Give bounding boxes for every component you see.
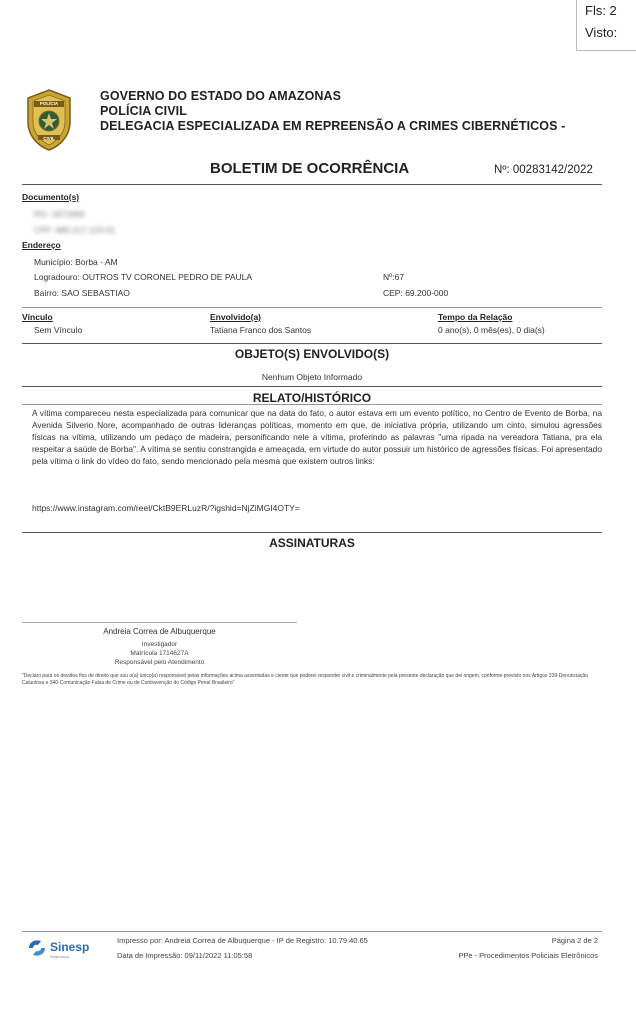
tempo-relacao-label: Tempo da Relação (438, 312, 513, 322)
document-title: BOLETIM DE OCORRÊNCIA (210, 160, 410, 177)
envolvido-value: Tatiana Franco dos Santos (210, 325, 312, 335)
sinesp-logo-icon (26, 938, 48, 958)
signer-name: Andreia Correa de Albuquerque (103, 627, 216, 636)
documento-rg: RG: 1871969 (34, 209, 85, 219)
tempo-relacao-value: 0 ano(s), 0 mês(es), 0 dia(s) (438, 325, 545, 335)
header-governo: GOVERNO DO ESTADO DO AMAZONAS (100, 89, 342, 103)
objetos-title: OBJETO(S) ENVOLVIDO(S) (234, 347, 390, 361)
documento-cpf: CPF: 885.217.123-01 (34, 225, 116, 235)
footer-sistema: PPe - Procedimentos Policiais Eletrônicos (458, 951, 598, 960)
title-divider (22, 184, 602, 185)
vinculo-label: Vínculo (22, 312, 53, 322)
signer-matricula: Matrícula 1714627A (130, 650, 189, 657)
sinesp-logo-text: Sinesp (50, 940, 90, 954)
assinaturas-divider (22, 532, 602, 533)
vinculo-value: Sem Vínculo (34, 325, 83, 335)
header-policia: POLÍCIA CIVIL (100, 104, 187, 118)
endereco-numero: Nº:67 (383, 272, 405, 282)
signer-responsavel: Responsável pelo Atendimento (114, 659, 205, 666)
documentos-label: Documento(s) (22, 192, 80, 202)
endereco-bairro: Bairro: SAO SEBASTIAO (34, 288, 130, 298)
visto-label: Visto: (585, 25, 618, 40)
endereco-municipio: Município: Borba - AM (34, 257, 118, 267)
assinaturas-title: ASSINATURAS (269, 536, 355, 550)
footer-pagina: Página 2 de 2 (551, 936, 598, 945)
endereco-cep: CEP: 69.200-000 (383, 288, 449, 298)
relato-link[interactable]: https://www.instagram.com/reel/CktB9ERLuzR/?igshid=NjZiMGI4OTY= (32, 503, 300, 513)
relato-title: RELATO/HISTÓRICO (252, 391, 372, 405)
badge-text-top: POLÍCIA (39, 101, 59, 106)
footer-impresso: Impresso por: Andreia Correa de Albuquerque - IP de Registro: 10.79.40.65 (117, 936, 368, 945)
sinesp-logo-subtext: Segurança (50, 954, 70, 959)
relato-divider-top (22, 386, 602, 387)
footer-divider (22, 931, 602, 932)
endereco-divider (22, 307, 602, 308)
objetos-divider-top (22, 343, 602, 344)
policia-civil-badge-icon (24, 88, 74, 152)
badge-text-bottom: CIVIL (43, 136, 55, 141)
relato-text: A vítima compareceu nesta especializada para comunicar que na data do fato, o autor estava em um evento político, no Centro de Evento de Borba, na Avenida Silverio Nore, acompanhado de outras lideranças políticas, momento em que, de iniciativa própria, utilizando um cinto, simulou agressões físicas na vítima, utilizando um pedaço de madeira, personificando nele a vítima, proferindo as palavras "uma ripada na vereadora Tatiana, pra ela respeitar a saúde de Borba". A vítima se sentiu constrangida e ameaçada, em virtude do autor possuir um histórico de agressões físicas. Foi apresentado pela vítima o link do vídeo do fato, sendo mencionado pela mesma que existem outros links: (32, 408, 602, 467)
header-delegacia: DELEGACIA ESPECIALIZADA EM REPREENSÃO A CRIMES CIBERNÉTICOS - (100, 119, 566, 133)
relato-divider-bottom (22, 404, 602, 405)
fls-label: Fls: 2 (585, 3, 617, 18)
folha-stamp (576, 0, 636, 51)
signer-role: Investigador (141, 641, 178, 648)
endereco-label: Endereço (22, 240, 61, 250)
objetos-value: Nenhum Objeto Informado (261, 372, 363, 382)
footer-data: Data de Impressão: 09/11/2022 11:05:58 (117, 951, 253, 960)
declaration-text: "Declaro para os devidos fins de direito que sou o(a) único(a) responsável pelas informações acima assentadas e ciente que poderei responder civil e criminalmente pela presente declaração que dei origem, conforme previsto nos Artigos 339-Denunciação Caluniosa e 340-Comunicação Falsa de Crime ou de Contravenção do Código Penal Brasileiro" (22, 673, 588, 686)
bo-number: Nº: 00283142/2022 (494, 164, 593, 176)
signature-line (22, 622, 297, 623)
envolvido-label: Envolvido(a) (210, 312, 262, 322)
endereco-logradouro: Logradouro: OUTROS TV CORONEL PEDRO DE PAULA (34, 272, 253, 282)
